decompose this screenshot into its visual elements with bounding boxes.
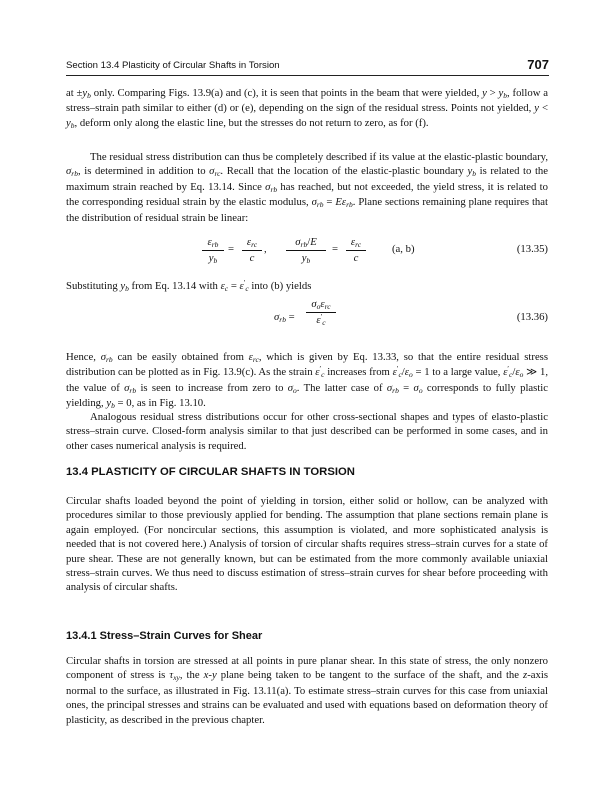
subsection-heading: 13.4.1 Stress–Strain Curves for Shear (66, 630, 263, 642)
fraction-erb-yb: εrb yb (202, 236, 224, 265)
paragraph-6: Circular shafts loaded beyond the point of yielding in torsion, either solid or hollow, can be analyzed with procedures similar to those previously applied for bending. The assumption that plane sections remain plane is again employed. (For noncircular sections, this assumption is violated, and more sophisticated analysis is needed that is not covered here.) Analysis of torsion of circular shafts requires stress–strain curves for a state of pure shear. These are not generally known, but can be estimated from the more commonly available uniaxial stress–strain curves. We thus need to discuss estimation of stress–strain curves for shear before proceeding with analysis of circular shafts. (66, 495, 548, 594)
header-rule (66, 75, 549, 76)
equation-label: (a, b) (392, 243, 415, 255)
paragraph-3: Substituting yb from Eq. 13.14 with εc = ε′c into (b) yields (66, 278, 312, 293)
paragraph-4: Hence, σrb can be easily obtained from εrc, which is given by Eq. 13.33, so that the entire residual stress distribution can be plotted as in Fig. 13.9(c). As the strain ε′c increases from ε′c/εo = 1 to a large value, ε′c/εo ≫ 1, the value of σrb is seen to increase from zero to σo. The latter case of σrb = σo corresponds to fully plastic yielding, yb = 0, as in Fig. 13.10. (66, 351, 549, 411)
fraction-erc-c-2: εrc c (346, 236, 366, 264)
running-head-section: Section 13.4 Plasticity of Circular Shafts in Torsion (66, 60, 280, 71)
equation-13-36: σrb = σoεrc ε′c (13.36) (274, 298, 548, 327)
running-head (66, 58, 549, 74)
fraction-so-erc-ec: σoεrc ε′c (306, 298, 336, 327)
paragraph-1: at ±yb only. Comparing Figs. 13.9(a) and (c), it is seen that points in the beam that were yielded, y > yb, follow a stress–strain path similar to either (d) or (e), depending on the sign of the residual stress. Points not yielded, y < yb, deform only along the elastic line, but the stresses do not return to zero, as for (f). (66, 87, 548, 130)
equation-13-35: εrb yb = εrc c , σrb/E yb = εrc c (a, b) (13.35) (66, 236, 548, 276)
paragraph-7: Circular shafts in torsion are stressed at all points in pure planar shear. In this state of stress, the only nonzero component of stress is τxy, the x-y plane being taken to be tangent to the surface of the shaft, and the z-axis normal to the surface, as illustrated in Fig. 13.11(a). To estimate stress–strain curves for this case from uniaxial ones, the principal stresses and strains can be evaluated and used with equations based on deformation theory of plasticity, as described in the previous chapter. (66, 655, 548, 726)
equation-number: (13.36) (516, 311, 548, 323)
fraction-erc-c: εrc c (242, 236, 262, 264)
paragraph-2: The residual stress distribution can thus be completely described if its value at the elastic-plastic boundary, σrb, is determined in addition to σrc. Recall that the location of the elastic-plastic boundary yb is related to the maximum strain reached by Eq. 13.14. Since σrb has reached, but not exceeded, the yield stress, it is related to the corresponding residual strain by the elastic modulus, σrb = Eεrb. Plane sections remaining plane requires that the distribution of residual strain be linear: (66, 151, 549, 224)
section-heading: 13.4 PLASTICITY OF CIRCULAR SHAFTS IN TORSION (66, 466, 355, 478)
paragraph-5: Analogous residual stress distributions occur for other cross-sectional shapes and types of elasto-plastic stress–strain curve. Closed-form analysis similar to that just described can be performed in some cases, and in other cases numerical analysis is required. (66, 411, 548, 452)
page-number: 707 (527, 57, 549, 72)
equation-number: (13.35) (516, 243, 548, 255)
fraction-srbE-yb: σrb/E yb (286, 236, 326, 265)
